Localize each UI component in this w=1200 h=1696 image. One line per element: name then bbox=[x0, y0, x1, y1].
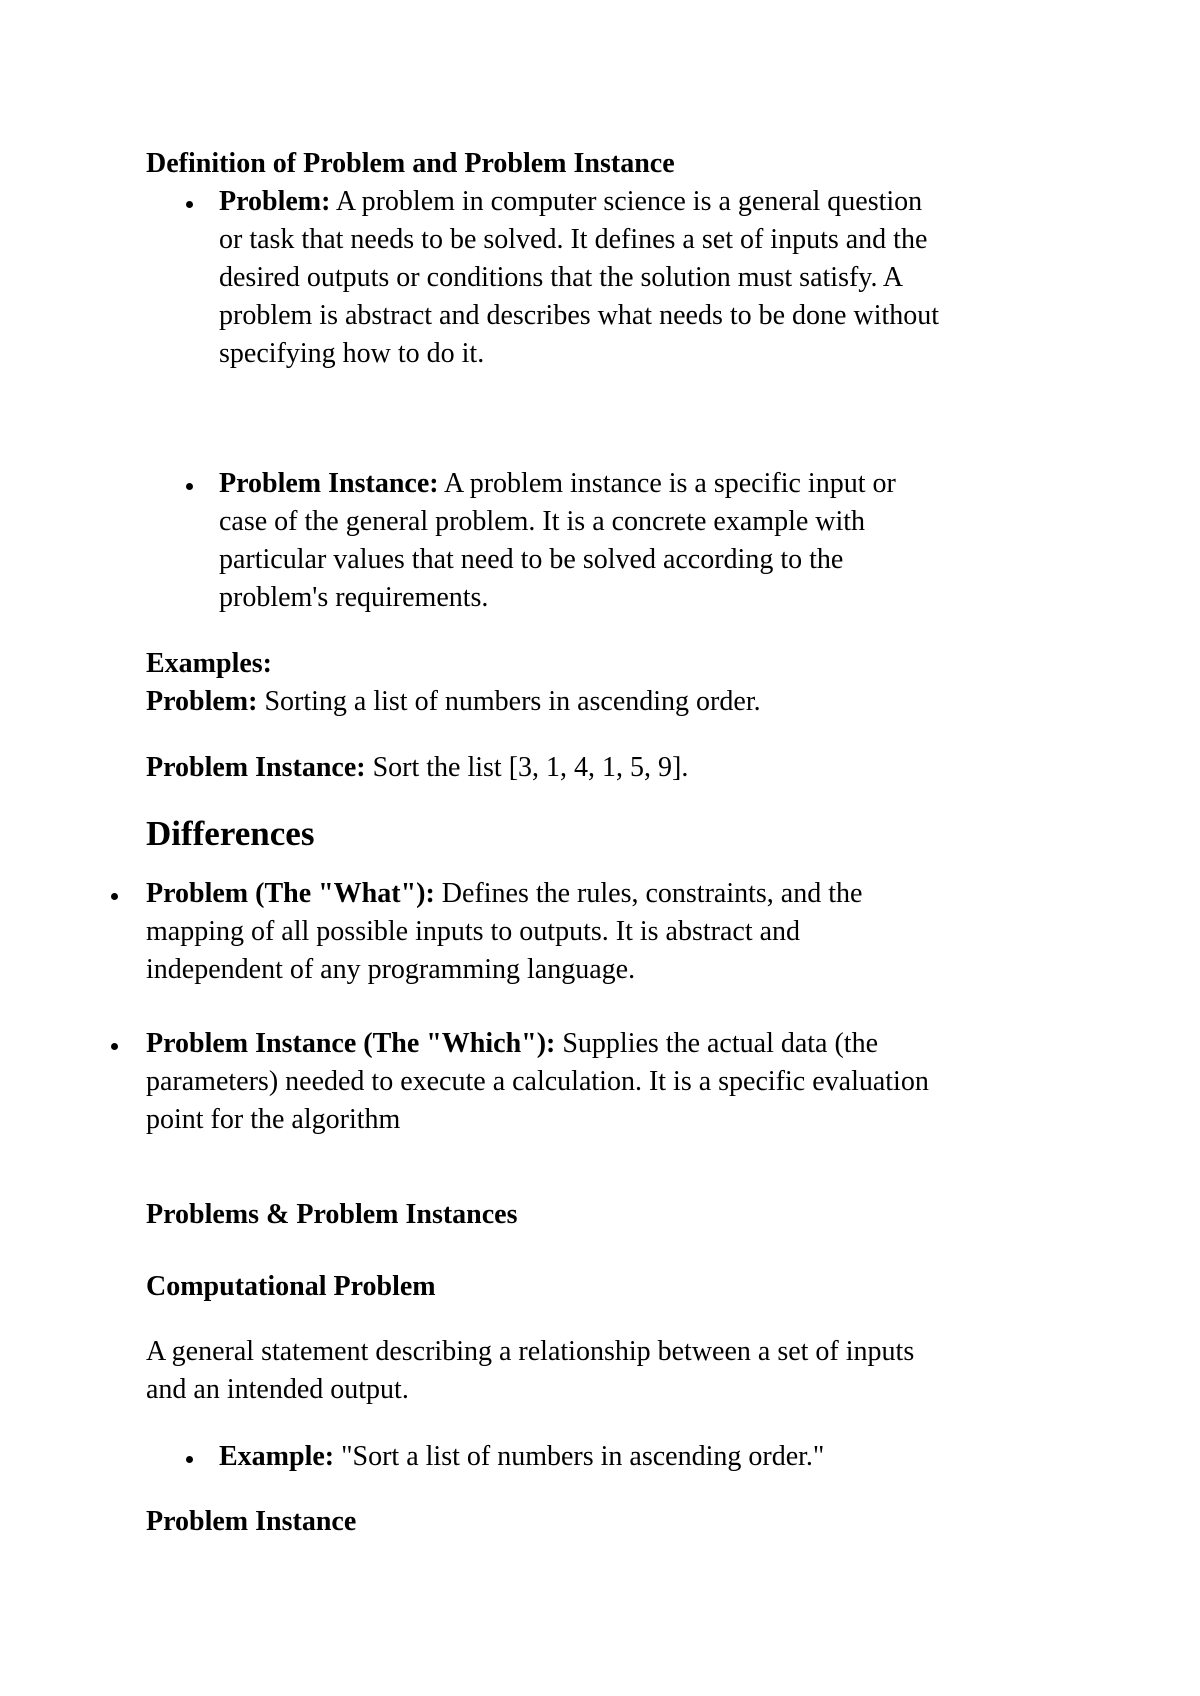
example-problem-term: Problem: bbox=[146, 686, 258, 717]
def-problem-line-3: desired outputs or conditions that the solution must satisfy. A bbox=[219, 262, 904, 293]
example-instance bbox=[146, 749, 688, 787]
bullet-dot bbox=[186, 483, 193, 490]
comp-example-text: "Sort a list of numbers in ascending order." bbox=[334, 1441, 825, 1472]
diff-instance-term: Problem Instance (The "Which"): bbox=[146, 1028, 556, 1059]
diff-instance-text: Supplies the actual data (the bbox=[555, 1028, 879, 1059]
diff-problem-term: Problem (The "What"): bbox=[146, 878, 435, 909]
bullet-dot bbox=[186, 201, 193, 208]
document-title: Definition of Problem and Problem Instance bbox=[146, 148, 675, 179]
diff-instance-line-2: parameters) needed to execute a calculation. It is a specific evaluation bbox=[146, 1066, 929, 1097]
bullet-dot bbox=[111, 893, 118, 900]
comp-example-term: Example: bbox=[219, 1441, 335, 1472]
bullet-dot bbox=[111, 1043, 118, 1050]
def-problem-line-4: problem is abstract and describes what needs to be done without bbox=[219, 300, 940, 331]
examples-heading: Examples: bbox=[146, 648, 272, 679]
instance-heading: Problem Instance bbox=[146, 1506, 357, 1537]
diff-instance-line-3: point for the algorithm bbox=[146, 1104, 401, 1135]
diff-problem-text: Defines the rules, constraints, and the bbox=[434, 878, 863, 909]
differences-heading: Differences bbox=[146, 814, 315, 853]
example-problem-text: Sorting a list of numbers in ascending order. bbox=[257, 686, 761, 717]
diff-instance-line-1 bbox=[146, 1025, 878, 1063]
def-problem-line-5: specifying how to do it. bbox=[219, 338, 485, 369]
comp-heading: Computational Problem bbox=[146, 1271, 436, 1302]
diff-problem-line-3: independent of any programming language. bbox=[146, 954, 636, 985]
def-problem-term: Problem: bbox=[219, 186, 331, 217]
section-heading: Problems & Problem Instances bbox=[146, 1199, 518, 1230]
def-problem-line-1 bbox=[219, 183, 922, 221]
diff-problem-line-1 bbox=[146, 875, 862, 913]
comp-line-2: and an intended output. bbox=[146, 1374, 409, 1405]
example-problem bbox=[146, 683, 761, 721]
example-instance-term: Problem Instance: bbox=[146, 752, 366, 783]
def-instance-line-1 bbox=[219, 465, 896, 503]
def-instance-term: Problem Instance: bbox=[219, 468, 439, 499]
def-problem-text: A problem in computer science is a general question bbox=[330, 186, 923, 217]
def-problem-line-2: or task that needs to be solved. It defines a set of inputs and the bbox=[219, 224, 928, 255]
def-instance-line-4: problem's requirements. bbox=[219, 582, 489, 613]
comp-example bbox=[219, 1438, 824, 1476]
example-instance-text: Sort the list [3, 1, 4, 1, 5, 9]. bbox=[365, 752, 689, 783]
bullet-dot bbox=[186, 1456, 193, 1463]
def-instance-line-2: case of the general problem. It is a concrete example with bbox=[219, 506, 866, 537]
comp-line-1: A general statement describing a relationship between a set of inputs bbox=[146, 1336, 915, 1367]
diff-problem-line-2: mapping of all possible inputs to outputs. It is abstract and bbox=[146, 916, 801, 947]
def-instance-text: A problem instance is a specific input or bbox=[438, 468, 896, 499]
def-instance-line-3: particular values that need to be solved according to the bbox=[219, 544, 844, 575]
